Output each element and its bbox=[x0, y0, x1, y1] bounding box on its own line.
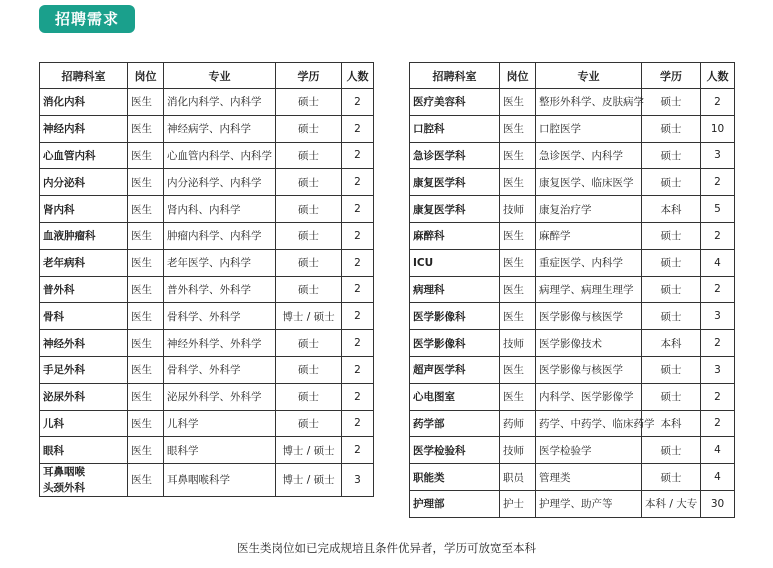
cell-major: 普外科学、外科学 bbox=[164, 276, 276, 303]
footnote: 医生类岗位如已完成规培且条件优异者，学历可放宽至本科 bbox=[237, 541, 536, 555]
cell-count: 4 bbox=[701, 464, 735, 491]
cell-dept: 肾内科 bbox=[40, 196, 128, 223]
cell-position: 医生 bbox=[500, 276, 536, 303]
cell-education: 硕士 bbox=[642, 383, 701, 410]
table-row bbox=[410, 356, 735, 383]
cell-position: 职员 bbox=[500, 464, 536, 491]
cell-dept: 医学检验科 bbox=[410, 437, 500, 464]
cell-position: 医生 bbox=[128, 383, 164, 410]
cell-dept: ICU bbox=[410, 249, 500, 276]
table-row bbox=[40, 410, 374, 437]
cell-position: 医生 bbox=[128, 303, 164, 330]
cell-dept: 急诊医学科 bbox=[410, 142, 500, 169]
cell-position: 医生 bbox=[128, 464, 164, 497]
cell-major: 耳鼻咽喉科学 bbox=[164, 464, 276, 497]
cell-education: 博士 / 硕士 bbox=[276, 303, 342, 330]
cell-position: 药师 bbox=[500, 410, 536, 437]
cell-dept: 骨科 bbox=[40, 303, 128, 330]
cell-dept: 消化内科 bbox=[40, 89, 128, 116]
table-row bbox=[40, 356, 374, 383]
cell-count: 2 bbox=[342, 169, 374, 196]
table-row bbox=[40, 142, 374, 169]
cell-position: 医生 bbox=[128, 169, 164, 196]
cell-dept: 职能类 bbox=[410, 464, 500, 491]
cell-position: 医生 bbox=[500, 356, 536, 383]
cell-dept: 超声医学科 bbox=[410, 356, 500, 383]
cell-dept: 医疗美容科 bbox=[410, 89, 500, 116]
cell-major: 骨科学、外科学 bbox=[164, 303, 276, 330]
cell-dept: 手足外科 bbox=[40, 356, 128, 383]
header-dept: 招聘科室 bbox=[40, 63, 128, 89]
cell-education: 硕士 bbox=[642, 249, 701, 276]
cell-education: 硕士 bbox=[642, 303, 701, 330]
cell-education: 本科 bbox=[642, 410, 701, 437]
cell-position: 医生 bbox=[128, 115, 164, 142]
cell-major: 肿瘤内科学、内科学 bbox=[164, 222, 276, 249]
cell-major: 医学影像技术 bbox=[536, 330, 642, 357]
cell-count: 2 bbox=[342, 303, 374, 330]
cell-dept: 麻醉科 bbox=[410, 222, 500, 249]
table-row bbox=[40, 330, 374, 357]
table-row bbox=[410, 249, 735, 276]
cell-major: 神经外科学、外科学 bbox=[164, 330, 276, 357]
table-row bbox=[40, 222, 374, 249]
table-row bbox=[40, 249, 374, 276]
section-title-badge: 招聘需求 bbox=[39, 5, 135, 33]
cell-position: 医生 bbox=[500, 169, 536, 196]
header-major: 专业 bbox=[536, 63, 642, 89]
cell-education: 本科 bbox=[642, 330, 701, 357]
cell-position: 技师 bbox=[500, 437, 536, 464]
cell-count: 4 bbox=[701, 249, 735, 276]
table-row bbox=[410, 115, 735, 142]
cell-education: 硕士 bbox=[642, 89, 701, 116]
cell-position: 医生 bbox=[500, 142, 536, 169]
cell-count: 2 bbox=[342, 89, 374, 116]
cell-education: 本科 bbox=[642, 196, 701, 223]
cell-major: 口腔医学 bbox=[536, 115, 642, 142]
cell-education: 博士 / 硕士 bbox=[276, 437, 342, 464]
cell-position: 医生 bbox=[128, 437, 164, 464]
cell-education: 硕士 bbox=[276, 115, 342, 142]
cell-education: 本科 / 大专 bbox=[642, 490, 701, 517]
cell-education: 硕士 bbox=[642, 437, 701, 464]
table-row bbox=[410, 330, 735, 357]
cell-dept: 康复医学科 bbox=[410, 169, 500, 196]
cell-position: 技师 bbox=[500, 330, 536, 357]
cell-count: 2 bbox=[342, 115, 374, 142]
cell-major: 护理学、助产等 bbox=[536, 490, 642, 517]
cell-position: 医生 bbox=[500, 383, 536, 410]
header-count: 人数 bbox=[701, 63, 735, 89]
cell-position: 技师 bbox=[500, 196, 536, 223]
cell-count: 2 bbox=[342, 437, 374, 464]
cell-count: 2 bbox=[701, 410, 735, 437]
cell-position: 医生 bbox=[128, 89, 164, 116]
cell-major: 泌尿外科学、外科学 bbox=[164, 383, 276, 410]
cell-position: 医生 bbox=[500, 303, 536, 330]
cell-education: 硕士 bbox=[642, 464, 701, 491]
cell-position: 医生 bbox=[128, 330, 164, 357]
recruitment-table-left bbox=[39, 62, 374, 497]
cell-major: 消化内科学、内科学 bbox=[164, 89, 276, 116]
cell-major: 医学影像与核医学 bbox=[536, 303, 642, 330]
table-row bbox=[410, 437, 735, 464]
table-row bbox=[40, 169, 374, 196]
cell-major: 儿科学 bbox=[164, 410, 276, 437]
cell-education: 博士 / 硕士 bbox=[276, 464, 342, 497]
cell-major: 内分泌科学、内科学 bbox=[164, 169, 276, 196]
cell-dept: 普外科 bbox=[40, 276, 128, 303]
cell-education: 硕士 bbox=[642, 276, 701, 303]
cell-position: 医生 bbox=[500, 115, 536, 142]
header-position: 岗位 bbox=[500, 63, 536, 89]
cell-position: 医生 bbox=[500, 89, 536, 116]
header-count: 人数 bbox=[342, 63, 374, 89]
cell-education: 硕士 bbox=[276, 142, 342, 169]
cell-dept: 病理科 bbox=[410, 276, 500, 303]
cell-count: 2 bbox=[342, 383, 374, 410]
header-position: 岗位 bbox=[128, 63, 164, 89]
cell-education: 硕士 bbox=[276, 196, 342, 223]
cell-count: 2 bbox=[342, 276, 374, 303]
table-row bbox=[40, 303, 374, 330]
cell-major: 医学影像与核医学 bbox=[536, 356, 642, 383]
cell-major: 骨科学、外科学 bbox=[164, 356, 276, 383]
table-row bbox=[410, 410, 735, 437]
cell-major: 肾内科、内科学 bbox=[164, 196, 276, 223]
cell-dept: 康复医学科 bbox=[410, 196, 500, 223]
cell-position: 医生 bbox=[128, 196, 164, 223]
cell-education: 硕士 bbox=[276, 89, 342, 116]
cell-count: 2 bbox=[342, 356, 374, 383]
cell-dept: 神经外科 bbox=[40, 330, 128, 357]
cell-position: 医生 bbox=[500, 249, 536, 276]
cell-count: 10 bbox=[701, 115, 735, 142]
cell-major: 康复医学、临床医学 bbox=[536, 169, 642, 196]
cell-count: 4 bbox=[701, 437, 735, 464]
cell-dept: 眼科 bbox=[40, 437, 128, 464]
cell-education: 硕士 bbox=[642, 115, 701, 142]
cell-count: 2 bbox=[701, 222, 735, 249]
cell-count: 3 bbox=[701, 303, 735, 330]
cell-position: 医生 bbox=[128, 410, 164, 437]
cell-dept: 儿科 bbox=[40, 410, 128, 437]
recruitment-table-right bbox=[409, 62, 735, 518]
cell-dept: 医学影像科 bbox=[410, 330, 500, 357]
cell-position: 医生 bbox=[128, 222, 164, 249]
cell-position: 医生 bbox=[128, 142, 164, 169]
cell-dept: 老年病科 bbox=[40, 249, 128, 276]
cell-dept: 药学部 bbox=[410, 410, 500, 437]
cell-major: 麻醉学 bbox=[536, 222, 642, 249]
cell-count: 2 bbox=[701, 89, 735, 116]
cell-major: 药学、中药学、临床药学 bbox=[536, 410, 642, 437]
cell-education: 硕士 bbox=[276, 249, 342, 276]
cell-dept: 泌尿外科 bbox=[40, 383, 128, 410]
cell-major: 急诊医学、内科学 bbox=[536, 142, 642, 169]
cell-dept: 内分泌科 bbox=[40, 169, 128, 196]
cell-count: 2 bbox=[342, 222, 374, 249]
cell-education: 硕士 bbox=[642, 142, 701, 169]
cell-dept: 神经内科 bbox=[40, 115, 128, 142]
cell-position: 护士 bbox=[500, 490, 536, 517]
cell-education: 硕士 bbox=[276, 276, 342, 303]
table-row bbox=[410, 276, 735, 303]
table-row bbox=[40, 115, 374, 142]
cell-major: 眼科学 bbox=[164, 437, 276, 464]
table-row bbox=[40, 437, 374, 464]
cell-education: 硕士 bbox=[276, 356, 342, 383]
header-education: 学历 bbox=[642, 63, 701, 89]
cell-major: 老年医学、内科学 bbox=[164, 249, 276, 276]
cell-count: 2 bbox=[701, 169, 735, 196]
table-row bbox=[40, 196, 374, 223]
cell-major: 康复治疗学 bbox=[536, 196, 642, 223]
header-major: 专业 bbox=[164, 63, 276, 89]
table-header-row bbox=[40, 63, 374, 89]
cell-major: 重症医学、内科学 bbox=[536, 249, 642, 276]
cell-major: 心血管内科学、内科学 bbox=[164, 142, 276, 169]
table-row bbox=[410, 222, 735, 249]
cell-education: 硕士 bbox=[642, 356, 701, 383]
cell-dept: 医学影像科 bbox=[410, 303, 500, 330]
cell-count: 3 bbox=[701, 142, 735, 169]
table-row bbox=[40, 276, 374, 303]
header-dept: 招聘科室 bbox=[410, 63, 500, 89]
cell-major: 内科学、医学影像学 bbox=[536, 383, 642, 410]
cell-dept-line: 耳鼻咽喉 bbox=[43, 466, 85, 479]
cell-position: 医生 bbox=[128, 276, 164, 303]
table-header-row bbox=[410, 63, 735, 89]
cell-dept-line: 头颈外科 bbox=[43, 482, 85, 495]
cell-count: 2 bbox=[342, 142, 374, 169]
cell-position: 医生 bbox=[128, 249, 164, 276]
cell-dept: 护理部 bbox=[410, 490, 500, 517]
cell-count: 2 bbox=[342, 410, 374, 437]
cell-count: 2 bbox=[701, 383, 735, 410]
table-row bbox=[410, 196, 735, 223]
cell-position: 医生 bbox=[500, 222, 536, 249]
cell-count: 5 bbox=[701, 196, 735, 223]
cell-major: 整形外科学、皮肤病学 bbox=[536, 89, 642, 116]
cell-position: 医生 bbox=[128, 356, 164, 383]
table-row bbox=[40, 383, 374, 410]
cell-dept: 心血管内科 bbox=[40, 142, 128, 169]
cell-education: 硕士 bbox=[276, 383, 342, 410]
cell-count: 30 bbox=[701, 490, 735, 517]
cell-education: 硕士 bbox=[276, 330, 342, 357]
cell-count: 2 bbox=[701, 330, 735, 357]
cell-education: 硕士 bbox=[642, 222, 701, 249]
table-row bbox=[410, 383, 735, 410]
table-row bbox=[410, 303, 735, 330]
cell-count: 2 bbox=[342, 330, 374, 357]
cell-count: 3 bbox=[701, 356, 735, 383]
cell-education: 硕士 bbox=[276, 222, 342, 249]
cell-count: 2 bbox=[342, 196, 374, 223]
table-row bbox=[410, 89, 735, 116]
cell-education: 硕士 bbox=[642, 169, 701, 196]
cell-dept: 血液肿瘤科 bbox=[40, 222, 128, 249]
cell-count: 3 bbox=[342, 464, 374, 497]
cell-major: 神经病学、内科学 bbox=[164, 115, 276, 142]
table-row bbox=[40, 464, 374, 497]
cell-count: 2 bbox=[342, 249, 374, 276]
table-row bbox=[410, 169, 735, 196]
cell-education: 硕士 bbox=[276, 410, 342, 437]
table-row bbox=[410, 142, 735, 169]
table-row bbox=[410, 464, 735, 491]
cell-education: 硕士 bbox=[276, 169, 342, 196]
table-row bbox=[40, 89, 374, 116]
cell-major: 医学检验学 bbox=[536, 437, 642, 464]
header-education: 学历 bbox=[276, 63, 342, 89]
table-row bbox=[410, 490, 735, 517]
cell-dept: 心电图室 bbox=[410, 383, 500, 410]
cell-major: 管理类 bbox=[536, 464, 642, 491]
cell-dept bbox=[40, 464, 128, 497]
cell-count: 2 bbox=[701, 276, 735, 303]
cell-major: 病理学、病理生理学 bbox=[536, 276, 642, 303]
cell-dept: 口腔科 bbox=[410, 115, 500, 142]
